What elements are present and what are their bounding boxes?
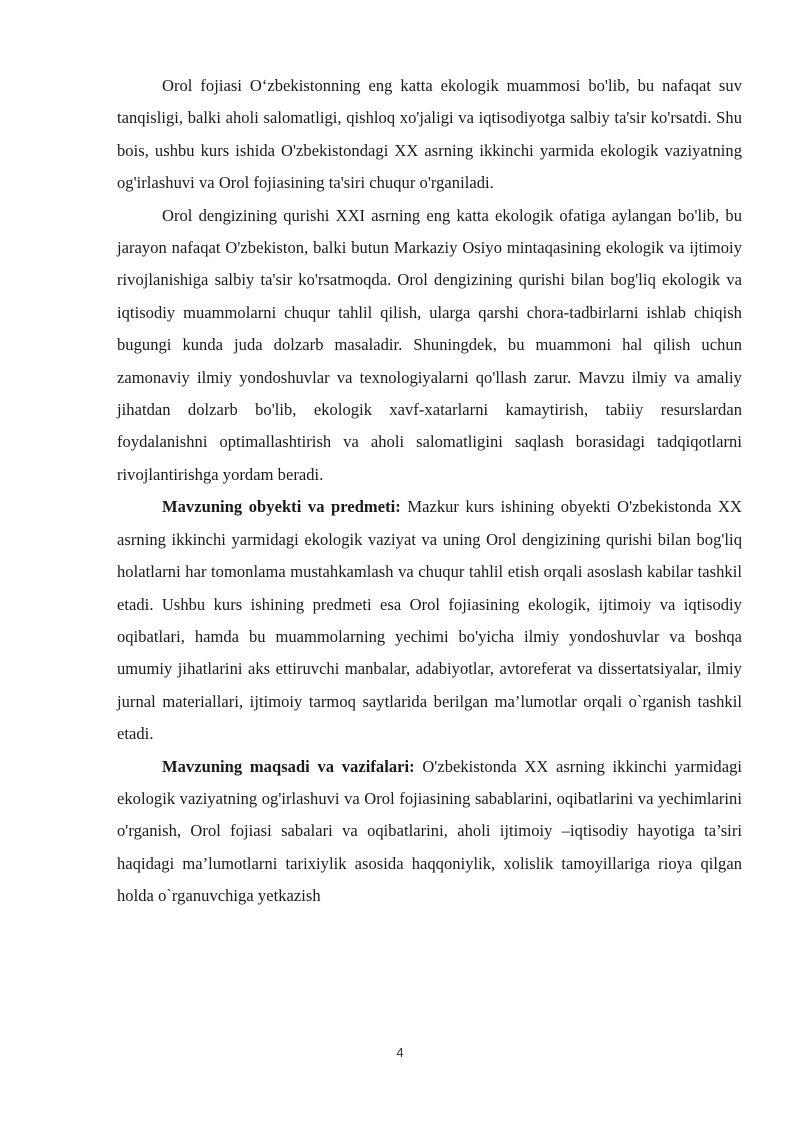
paragraph-4 <box>117 751 742 913</box>
paragraph-2 <box>117 200 742 492</box>
page-number: 4 <box>396 1045 404 1060</box>
paragraph-1-text: Orol fojiasi O‘zbekistonning eng katta ekologik muammosi bo'lib, bu nafaqat suv tanqisligi, balki aholi salomatligi, qishloq xo'jaligi va iqtisodiyotga salbiy ta'sir ko'rsatdi. Shu bois, ushbu kurs ishida O'zbekistondagi XX asrning ikkinchi yarmida ekologik vaziyatning og'irlashuvi va Orol fojiasining ta'siri chuqur o'rganiladi. <box>117 76 742 193</box>
paragraph-4-text: O'zbekistonda XX asrning ikkinchi yarmidagi ekologik vaziyatning og'irlashuvi va Orol fojiasining sabablarini, oqibatlarini va yechimlarini o'rganish, Orol fojiasi sabalari va oqibatlarini, aholi ijtimoiy –iqtisodiy hayotiga ta’siri haqidagi ma’lumotlarni tarixiylik asosida haqqoniylik, xolislik tamoyillariga rioya qilgan holda o`rganuvchiga yetkazish <box>117 756 742 906</box>
document-page <box>117 70 742 913</box>
paragraph-3 <box>117 491 742 750</box>
paragraph-3-text: Mazkur kurs ishining obyekti O'zbekistonda XX asrning ikkinchi yarmidagi ekologik vaziyat va uning Orol dengizining qurishi bilan bog'liq holatlarni har tomonlama mustahkamlash va chuqur tahlil etish orqali asoslash kabilar tashkil etadi. Ushbu kurs ishining predmeti esa Orol fojiasining ekologik, ijtimoiy va iqtisodiy oqibatlari, hamda bu muammolarning yechimi bo'yicha ilmiy yondoshuvlar va boshqa umumiy jihatlarini aks ettiruvchi manbalar, adabiyotlar, avtoreferat va dissertatsiyalar, ilmiy jurnal materiallari, ijtimoiy tarmoq saytlarida berilgan ma’lumotlar orqali o`rganish tashkil etadi. <box>117 497 742 744</box>
paragraph-3-lead: Mavzuning obyekti va predmeti: <box>162 497 401 517</box>
paragraph-4-lead: Mavzuning maqsadi va vazifalari: <box>162 756 415 776</box>
paragraph-2-text: Orol dengizining qurishi XXI asrning eng katta ekologik ofatiga aylangan bo'lib, bu jarayon nafaqat O'zbekiston, balki butun Markaziy Osiyo mintaqasining ekologik va ijtimoiy rivojlanishiga salbiy ta'sir ko'rsatmoqda. Orol dengizining qurishi bilan bog'liq ekologik va iqtisodiy muammolarni chuqur tahlil qilish, ularga qarshi chora-tadbirlarni ishlab chiqish bugungi kunda juda dolzarb masaladir. Shuningdek, bu muammoni hal qilish uchun zamonaviy ilmiy yondoshuvlar va texnologiyalarni qo'llash zarur. Mavzu ilmiy va amaliy jihatdan dolzarb bo'lib, ekologik xavf-xatarlarni kamaytirish, tabiiy resurslardan foydalanishni optimallashtirish va aholi salomatligini saqlash borasidagi tadqiqotlarni rivojlantirishga yordam beradi. <box>117 205 742 484</box>
paragraph-1 <box>117 70 742 200</box>
